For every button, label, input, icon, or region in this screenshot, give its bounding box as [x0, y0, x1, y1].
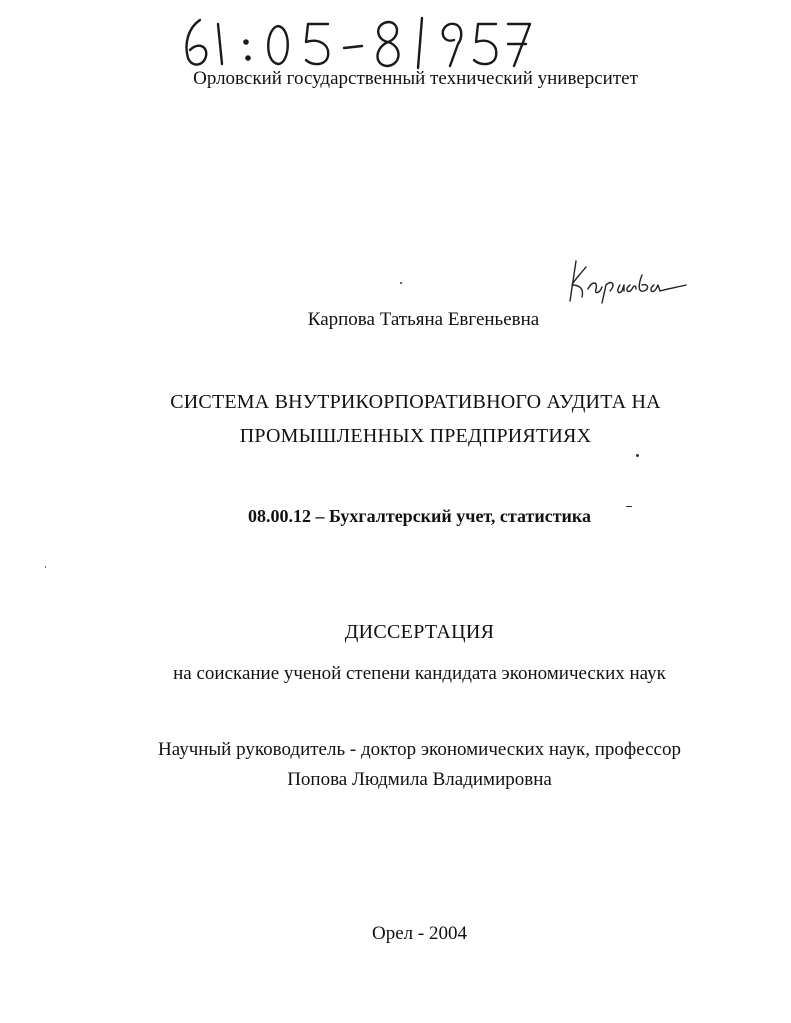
dissertation-title-line-2: ПРОМЫШЛЕННЫХ ПРЕДПРИЯТИЯХ — [239, 425, 592, 447]
scan-speck — [626, 506, 632, 507]
dissertation-title-line-1: СИСТЕМА ВНУТРИКОРПОРАТИВНОГО АУДИТА НА — [170, 391, 661, 413]
scan-speck — [636, 454, 639, 457]
scan-speck — [400, 282, 402, 284]
document-type: ДИССЕРТАЦИЯ — [344, 621, 495, 643]
author-name: Карпова Татьяна Евгеньевна — [307, 309, 540, 330]
handwritten-archive-number — [178, 14, 538, 70]
degree-description: на соискание ученой степени кандидата экономических наук — [173, 663, 666, 684]
scan-speck — [45, 566, 46, 568]
specialty-code: 08.00.12 – Бухгалтерский учет, статистика — [247, 506, 592, 526]
university-name: Орловский государственный технический университет — [193, 68, 638, 89]
author-signature — [566, 255, 688, 305]
city-year: Орел - 2004 — [372, 923, 467, 944]
advisor-name: Попова Людмила Владимировна — [287, 769, 552, 790]
advisor-role: Научный руководитель - доктор экономических наук, профессор — [158, 739, 681, 760]
